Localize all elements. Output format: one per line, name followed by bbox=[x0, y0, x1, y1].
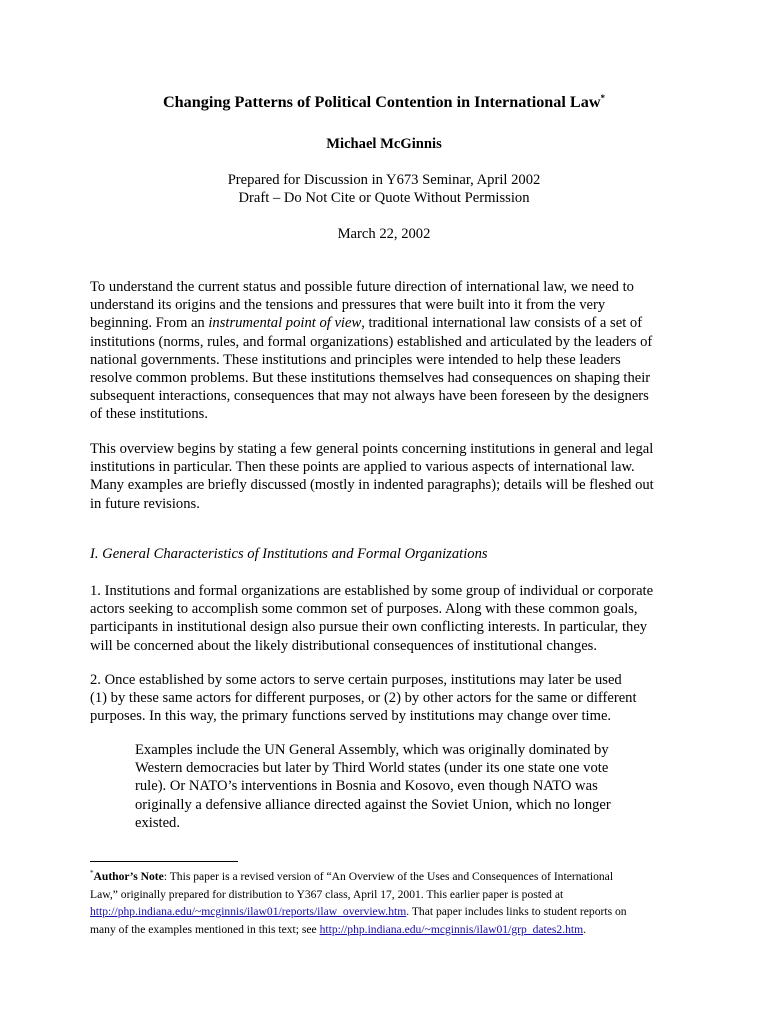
point-2-paragraph bbox=[90, 671, 686, 726]
footnote-line bbox=[90, 903, 690, 921]
text-segment: : This paper is a revised version of “An Overview of the Uses and Consequences of International bbox=[163, 870, 614, 883]
text-line: actors seeking to accomplish some common set of purposes. Along with these common goals, bbox=[90, 601, 638, 618]
intro-paragraph-2 bbox=[90, 440, 686, 513]
text-line: Western democracies but later by Third World states (under its one state one vote bbox=[135, 760, 609, 777]
intro-paragraph-1 bbox=[90, 278, 686, 424]
text-line: (1) by these same actors for different purposes, or (2) by other actors for the same or different bbox=[90, 690, 637, 707]
paper-title-text: Changing Patterns of Political Contention in International Law bbox=[162, 93, 601, 111]
text-line: 2. Once established by some actors to serve certain purposes, institutions may later be used bbox=[90, 672, 622, 688]
text-line: Many examples are briefly discussed (mostly in indented paragraphs); details will be fleshed out bbox=[90, 477, 654, 494]
text-line: This overview begins by stating a few general points concerning institutions in general and legal bbox=[90, 441, 654, 457]
text-line: Examples include the UN General Assembly, which was originally dominated by bbox=[135, 742, 609, 758]
text-segment: . bbox=[583, 922, 587, 936]
group-dates-link[interactable]: http://php.indiana.edu/~mcginnis/ilaw01/grp_dates2.htm bbox=[319, 922, 584, 936]
footnote-line bbox=[90, 868, 690, 886]
text-line: of these institutions. bbox=[90, 406, 208, 423]
text-line: institutions in particular. Then these points are applied to various aspects of international law. bbox=[90, 459, 635, 476]
paper-date: March 22, 2002 bbox=[337, 226, 431, 242]
footnote bbox=[90, 868, 690, 938]
text-line: institutions (norms, rules, and formal organizations) established and articulated by the leaders of bbox=[90, 333, 653, 350]
text-line: national governments. These institutions and principles were intended to help these leaders bbox=[90, 351, 621, 368]
text-line: purposes. In this way, the primary functions served by institutions may change over time. bbox=[90, 708, 612, 725]
title-footnote-mark: * bbox=[600, 93, 606, 103]
footnote-divider bbox=[90, 861, 238, 862]
text-line bbox=[90, 314, 686, 332]
text-line: participants in institutional design also pursue their own conflicting interests. In particular, they bbox=[90, 619, 648, 636]
footnote-mark: * bbox=[90, 869, 94, 877]
footnote-line bbox=[90, 921, 690, 939]
italic-phrase: instrumental point of view bbox=[208, 315, 362, 332]
example-indented-paragraph bbox=[135, 741, 655, 832]
text-line: subsequent interactions, consequences that may not always have been foreseen by the designers bbox=[90, 388, 649, 405]
text-line: originally a defensive alliance directed against the Soviet Union, which no longer bbox=[135, 796, 611, 813]
section-heading: I. General Characteristics of Institutions and Formal Organizations bbox=[90, 546, 488, 562]
prepared-note bbox=[0, 171, 768, 207]
footnote-line: Law,” originally prepared for distribution to Y367 class, April 17, 2001. This earlier paper is posted at bbox=[90, 887, 564, 901]
text-line: will be concerned about the likely distributional consequences of institutional changes. bbox=[90, 637, 597, 654]
text-segment: , traditional international law consists of a set of bbox=[361, 315, 643, 332]
text-line: understand its origins and the tensions and pressures that were built into it from the very bbox=[90, 297, 606, 314]
prepared-line: Prepared for Discussion in Y673 Seminar, April 2002 bbox=[227, 172, 541, 188]
author-name: Michael McGinnis bbox=[326, 136, 442, 152]
text-line: To understand the current status and possible future direction of international law, we need to bbox=[90, 279, 634, 295]
text-line: rule). Or NATO’s interventions in Bosnia and Kosovo, even though NATO was bbox=[135, 778, 598, 795]
text-segment: beginning. From an bbox=[90, 315, 209, 332]
text-line: 1. Institutions and formal organizations are established by some group of individual or corporate bbox=[90, 583, 654, 599]
footnote-label: Author’s Note bbox=[93, 870, 164, 883]
text-segment: . That paper includes links to student reports on bbox=[406, 905, 627, 919]
paper-title bbox=[0, 92, 768, 112]
text-line: resolve common problems. But these institutions themselves had consequences on shaping their bbox=[90, 370, 651, 387]
text-segment: many of the examples mentioned in this text; see bbox=[90, 922, 320, 936]
overview-link[interactable]: http://php.indiana.edu/~mcginnis/ilaw01/reports/ilaw_overview.htm bbox=[90, 905, 407, 919]
point-1-paragraph bbox=[90, 582, 686, 655]
draft-line: Draft – Do Not Cite or Quote Without Permission bbox=[238, 190, 530, 207]
text-line: in future revisions. bbox=[90, 495, 200, 512]
text-line: existed. bbox=[135, 814, 180, 831]
